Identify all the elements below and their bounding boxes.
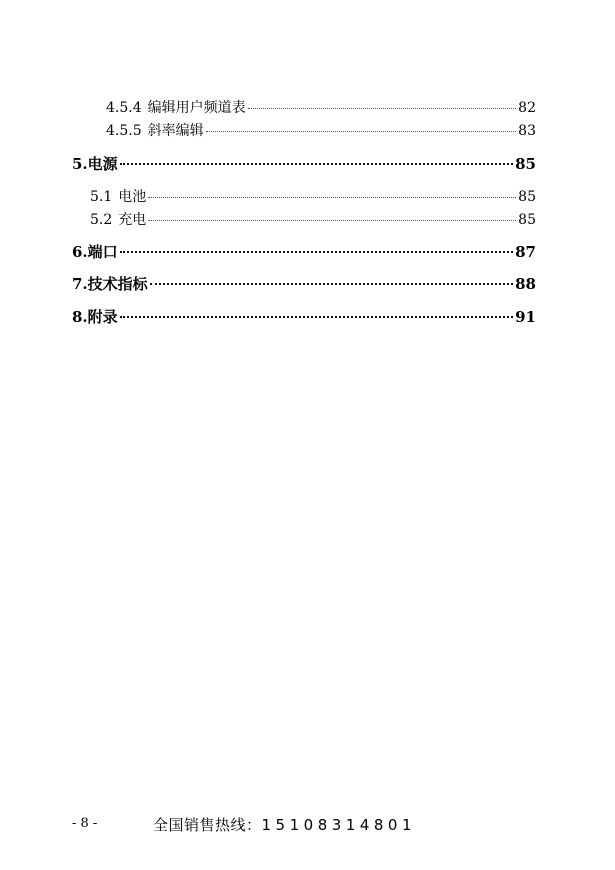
toc-entry-page: 83 [518,123,536,139]
hotline-number: 15108314801 [261,816,416,834]
toc-dot-leader [248,98,517,112]
toc-entry-8[interactable] [72,306,536,327]
toc-entry-number: 6. [72,243,88,261]
toc-dot-leader [120,154,513,169]
toc-entry-page: 82 [518,100,536,116]
footer-sales-hotline [153,814,416,835]
toc-entry-page: 87 [515,243,536,261]
toc-entry-number: 8. [72,308,88,326]
footer-page-number: - 8 - [72,816,98,831]
toc-dot-leader [148,187,516,201]
toc-dot-leader [148,210,516,224]
toc-entry-5-1[interactable] [90,186,536,206]
toc-entry-title: 附录 [87,308,118,326]
toc-entry-page: 85 [518,212,536,228]
toc-dot-leader [120,307,513,322]
toc-entry-title: 充电 [118,212,147,228]
toc-entry-7[interactable] [72,273,536,294]
hotline-label: 全国销售热线： [153,816,262,834]
toc-entry-page: 85 [515,155,536,173]
toc-entry-number: 5.1 [90,189,113,205]
toc-entry-5-2[interactable] [90,209,536,229]
toc-entry-number: 4.5.4 [106,100,142,116]
toc-dot-leader [150,274,513,289]
toc-entry-title: 编辑用户频道表 [147,100,246,116]
toc-entry-page: 88 [515,275,536,293]
toc-entry-page: 85 [518,189,536,205]
toc-entry-number: 4.5.5 [106,123,142,139]
toc-entry-title: 斜率编辑 [147,123,204,139]
toc-entry-title: 端口 [87,243,118,261]
toc-entry-title: 技术指标 [87,275,148,293]
toc-entry-5[interactable] [72,153,536,174]
toc-entry-title: 电源 [87,155,118,173]
toc-entry-4-5-5[interactable] [106,120,536,140]
toc-dot-leader [120,242,513,257]
toc-entry-6[interactable] [72,241,536,262]
toc-entry-4-5-4[interactable] [106,97,536,117]
toc-entry-number: 7. [72,275,88,293]
toc-entry-number: 5.2 [90,212,113,228]
toc-dot-leader [206,121,517,135]
toc-entry-page: 91 [515,308,536,326]
toc-entry-number: 5. [72,155,88,173]
toc-entry-title: 电池 [118,189,147,205]
